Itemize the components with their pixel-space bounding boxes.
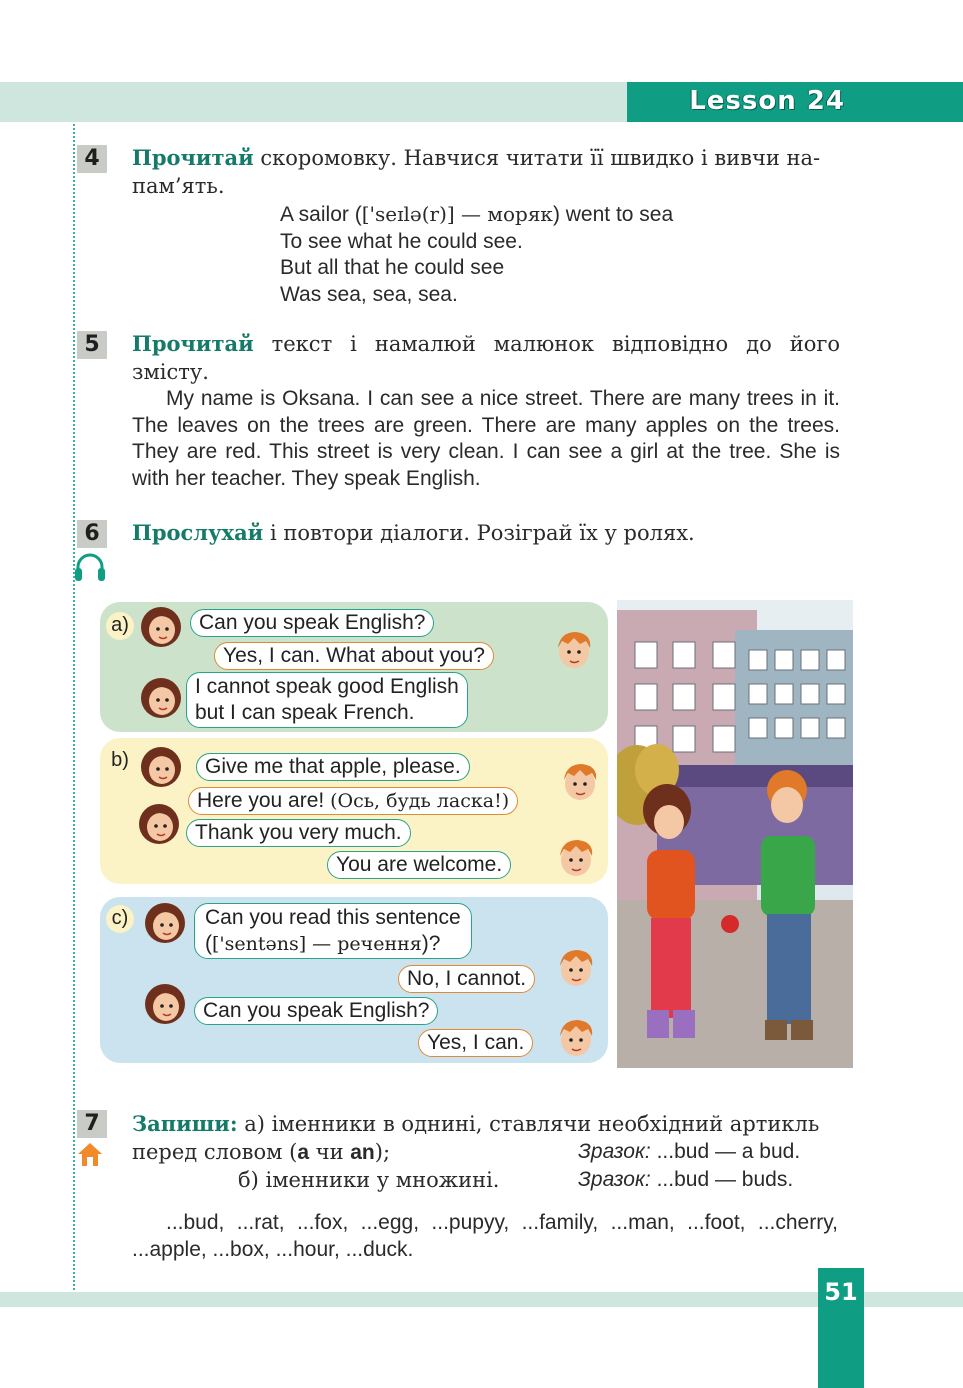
girl-avatar-icon <box>138 603 184 649</box>
sample-label: Зразок: <box>578 1168 651 1191</box>
speech-bubble: Can you speak English? <box>190 609 434 637</box>
bubble-text: )? <box>421 932 441 955</box>
girl-avatar-icon <box>142 899 188 945</box>
margin-dotted-line <box>73 124 75 1294</box>
tongue-twister <box>280 201 673 308</box>
bubble-line: but I can speak French. <box>195 701 415 724</box>
instruction-verb: Прослухай <box>132 520 264 545</box>
lesson-tab <box>627 82 963 122</box>
lesson-title: Lesson 24 <box>689 86 845 116</box>
girl-avatar-icon <box>142 980 188 1026</box>
page-number: 51 <box>824 1278 858 1306</box>
boy-avatar-icon <box>552 944 598 992</box>
speech-bubble: Yes, I can. What about you? <box>214 642 494 670</box>
sample-2 <box>578 1166 793 1194</box>
house-icon <box>76 1141 104 1167</box>
exercise-number-7: 7 <box>77 1110 107 1138</box>
speech-bubble: Yes, I can. <box>418 1029 533 1057</box>
bubble-text: ( <box>205 932 212 955</box>
exercise-5-instruction-line2: змісту. <box>132 360 209 384</box>
boy-avatar-icon <box>556 758 602 806</box>
instruction-text: пам’ять. <box>132 174 225 198</box>
page-number-tab <box>818 1268 864 1388</box>
bubble-text: Here you are! <box>197 789 331 812</box>
exercise-7-instruction <box>132 1110 819 1138</box>
dialogue-label-a: a) <box>106 612 134 640</box>
instruction-text: скоромовку. Навчися читати її швидко і вивчи на- <box>253 146 821 170</box>
word-list: ...bud, ...rat, ...fox, ...egg, ...pupyy, ...family, ...man, ...foot, ...cherry, ...apple, ...box, ...hour, ...duck. <box>132 1211 838 1261</box>
speech-bubble <box>186 672 468 728</box>
instruction-verb: Прочитай <box>132 331 254 356</box>
exercise-number-6: 6 <box>77 520 107 548</box>
reading-text: My name is Oksana. I can see a nice street. There are many trees in it. The leaves on the trees are green. There are many apples on the trees. They are red. This street is very clean. I can see a girl at the tree. She is with her teacher. They speak English. <box>132 387 840 490</box>
boy-avatar-icon <box>552 834 598 882</box>
transcription: ['sentəns] — речення <box>212 933 422 955</box>
exercise-5-instruction <box>132 330 840 358</box>
dialogue-label-b: b) <box>106 747 134 775</box>
instruction-text: і повтори діалоги. Розіграй їх у ролях. <box>263 521 695 545</box>
poem-text: A sailor ( <box>280 203 362 226</box>
headphones-icon <box>73 552 107 582</box>
boy-avatar-icon <box>552 1014 598 1062</box>
speech-bubble <box>194 903 472 959</box>
speech-bubble <box>188 787 518 815</box>
instruction-text: ); <box>374 1140 391 1164</box>
article-a: a <box>297 1141 310 1164</box>
speech-bubble: Give me that apple, please. <box>196 753 470 781</box>
bubble-line: I cannot speak good English <box>195 675 459 698</box>
sample-1 <box>578 1138 800 1166</box>
exercise-number-4: 4 <box>77 145 107 173</box>
exercise-number-5: 5 <box>77 331 107 359</box>
speech-bubble: Thank you very much. <box>186 819 411 847</box>
poem-line: But all that he could see <box>280 256 505 279</box>
girl-avatar-icon <box>138 674 184 720</box>
article-an: an <box>350 1141 375 1164</box>
poem-text: ) went to sea <box>552 203 674 226</box>
instruction-text: текст і намалюй малюнок відповідно до його <box>253 332 840 356</box>
street-illustration <box>617 600 853 1068</box>
instruction-text: чи <box>309 1140 351 1164</box>
speech-bubble: No, I cannot. <box>398 965 535 993</box>
girl-avatar-icon <box>136 800 182 846</box>
sample-text: ...bud — a bud. <box>650 1140 801 1163</box>
exercise-7-line3: б) іменники у множині. <box>238 1168 500 1192</box>
instruction-verb: Прочитай <box>132 145 254 170</box>
exercise-4-instruction <box>132 144 840 200</box>
instruction-text: а) іменники в однині, ставлячи необхідний артикль <box>237 1112 820 1136</box>
exercise-7-line2 <box>132 1138 390 1167</box>
translation: (Ось, будь ласка!) <box>330 790 510 812</box>
instruction-text: перед словом ( <box>132 1140 298 1164</box>
speech-bubble: Can you speak English? <box>194 997 438 1025</box>
bubble-line: Can you read this sentence <box>205 906 461 929</box>
exercise-6-instruction <box>132 519 840 547</box>
transcription: ['seɪlə(r)] — моряк <box>361 202 553 226</box>
boy-avatar-icon <box>550 626 596 674</box>
girl-avatar-icon <box>138 743 184 789</box>
sample-text: ...bud — buds. <box>650 1168 794 1191</box>
poem-line: To see what he could see. <box>280 229 523 253</box>
dialogue-label-c: c) <box>106 905 134 933</box>
poem-line: Was sea, sea, sea. <box>280 282 458 306</box>
instruction-verb: Запиши: <box>132 1111 238 1136</box>
sample-label: Зразок: <box>578 1140 651 1163</box>
speech-bubble: You are welcome. <box>327 851 511 879</box>
